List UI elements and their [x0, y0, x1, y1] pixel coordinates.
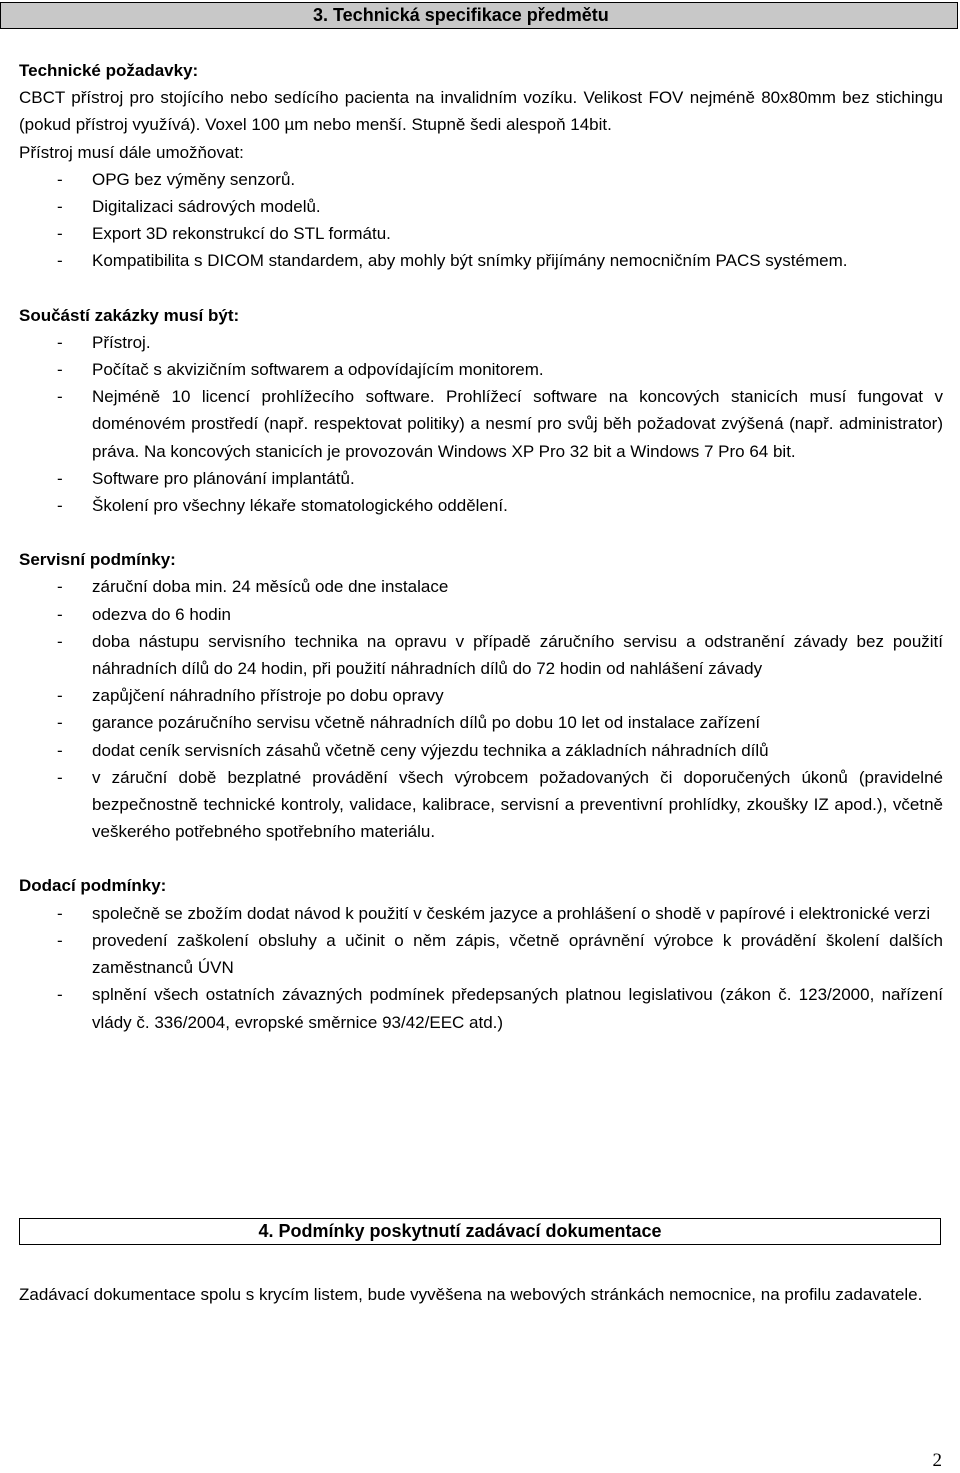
service-conditions-heading: Servisní podmínky:: [19, 550, 176, 570]
list-item: - garance pozáručního servisu včetně náhradních dílů po dobu 10 let od instalace zařízení: [19, 709, 943, 736]
tech-requirements-intro: CBCT přístroj pro stojícího nebo sedícího pacienta na invalidním vozíku. Velikost FOV nejméně 80x80mm bez stichingu (pokud přístroj využívá). Voxel 100 µm nebo menší. Stupně šedi alespoň 14bit.: [19, 88, 943, 135]
delivery-conditions-heading: Dodací podmínky:: [19, 876, 167, 896]
list-item: - doba nástupu servisního technika na opravu v případě záručního servisu a odstranění závady bez použití náhradních dílů do 24 hodin, při použití náhradních dílů do 72 hodin od nahlášení závady: [19, 628, 943, 682]
contract-parts-list: [19, 329, 943, 519]
list-item: - Digitalizaci sádrových modelů.: [19, 193, 943, 220]
service-conditions-list: [19, 573, 943, 845]
delivery-conditions-list: [19, 900, 943, 1036]
specification-body: [19, 57, 943, 1036]
list-item: - odezva do 6 hodin: [19, 601, 943, 628]
list-item: - Software pro plánování implantátů.: [19, 465, 943, 492]
list-item: - Počítač s akvizičním softwarem a odpovídajícím monitorem.: [19, 356, 943, 383]
list-item: - Školení pro všechny lékaře stomatologického oddělení.: [19, 492, 943, 519]
tech-requirements-heading: Technické požadavky:: [19, 61, 199, 80]
list-item: - OPG bez výměny senzorů.: [19, 166, 943, 193]
list-item: - splnění všech ostatních závazných podmínek předepsaných platnou legislativou (zákon č. 123/2000, nařízení vlády č. 336/2004, evropské směrnice 93/42/EEC atd.): [19, 981, 943, 1035]
list-item: - v záruční době bezplatné provádění všech výrobcem požadovaných či doporučených úkonů (pravidelné bezpečnostně technické kontroly, validace, kalibrace, servisní a preventivní prohlídky, zkoušky IZ apod.), včetně veškerého potřebného spotřebního materiálu.: [19, 764, 943, 846]
list-item: - společně se zbožím dodat návod k použití v českém jazyce a prohlášení o shodě v papírové i elektronické verzi: [19, 900, 943, 927]
section-4-text: Zadávací dokumentace spolu s krycím listem, bude vyvěšena na webových stránkách nemocnice, na profilu zadavatele.: [19, 1285, 923, 1304]
list-item: - Kompatibilita s DICOM standardem, aby mohly být snímky přijímány nemocničním PACS systémem.: [19, 247, 943, 274]
list-item: - Přístroj.: [19, 329, 943, 356]
section-4-title: 4. Podmínky poskytnutí zadávací dokumentace: [19, 1218, 941, 1245]
list-item: - Nejméně 10 licencí prohlížecího software. Prohlížecí software na koncových stanicích musí fungovat v doménovém prostředí (např. respektovat politiky) a nesmí pro svůj běh požadovat zvýšená (např. administrator) práva. Na koncových stanicích je provozován Windows XP Pro 32 bit a Windows 7 Pro 64 bit.: [19, 383, 943, 465]
page-number: 2: [932, 1450, 942, 1471]
list-item: - provedení zaškolení obsluhy a učinit o něm zápis, včetně oprávnění výrobce k provádění školení dalších zaměstnanců ÚVN: [19, 927, 943, 981]
list-item: - záruční doba min. 24 měsíců ode dne instalace: [19, 573, 943, 600]
device-capabilities-list: [19, 166, 943, 275]
list-item: - zapůjčení náhradního přístroje po dobu opravy: [19, 682, 943, 709]
list-item: - dodat ceník servisních zásahů včetně ceny výjezdu technika a základních náhradních dílů: [19, 737, 943, 764]
list-item: - Export 3D rekonstrukcí do STL formátu.: [19, 220, 943, 247]
device-must-label: Přístroj musí dále umožňovat:: [19, 142, 244, 162]
section-3-title: 3. Technická specifikace předmětu: [0, 2, 958, 29]
contract-parts-heading: Součástí zakázky musí být:: [19, 305, 240, 325]
